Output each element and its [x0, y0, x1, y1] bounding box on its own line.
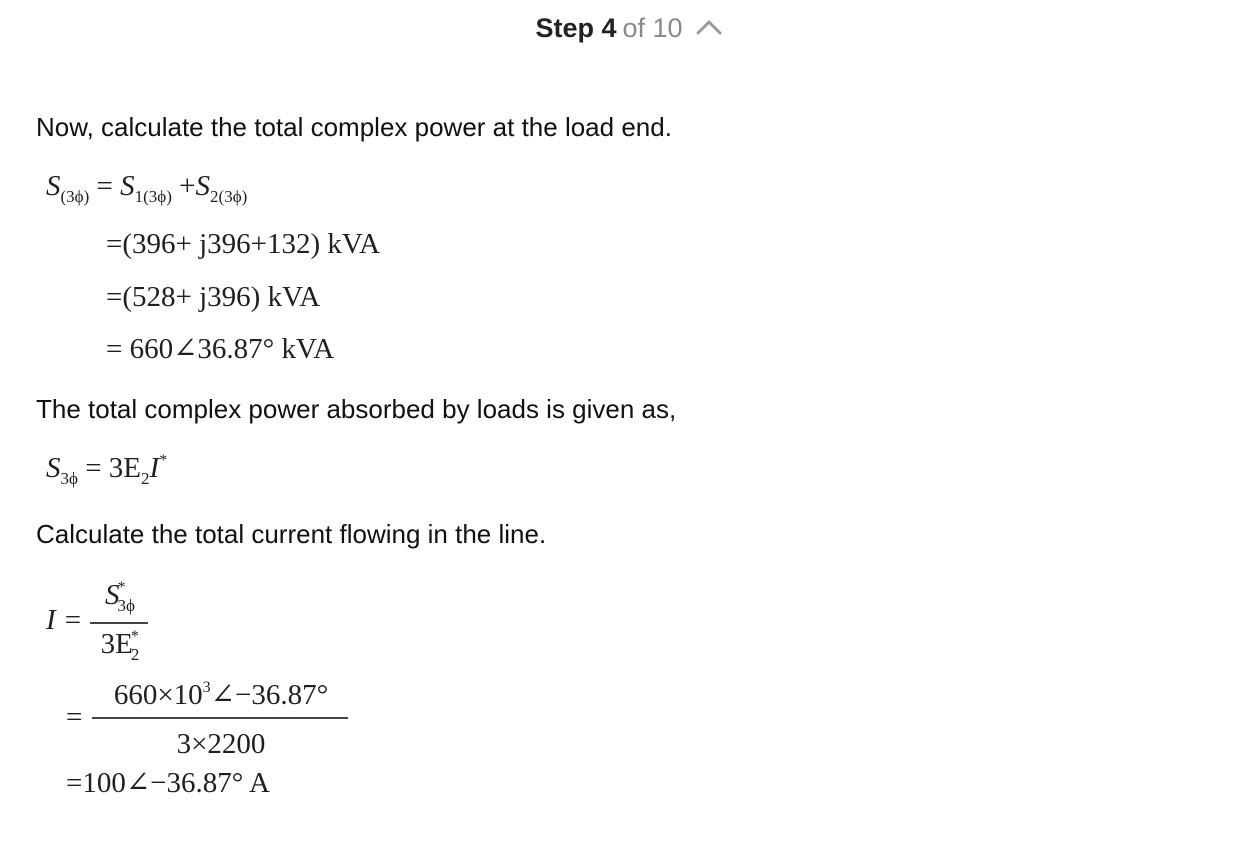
equation-1-line-4: = 660∠36.87° kVA [106, 333, 335, 365]
step-label: Step 4 [535, 13, 617, 43]
equation-1-line-1: $S_{(3\phi)} = S_{1(3\phi)} +S_{2(3\phi)}$ [46, 170, 248, 206]
chevron-up-icon[interactable] [695, 9, 723, 45]
fraction-bar [92, 717, 348, 719]
numeric-fraction-denominator: 3×2200 [176, 728, 266, 760]
equation-3phase-power: $S_{3\phi} = 3E_2I^*$ [46, 452, 168, 488]
fraction-bar [90, 622, 148, 624]
paragraph-complex-power-absorbed: The total complex power absorbed by loads is given as, [36, 394, 677, 424]
numeric-fraction-numerator: $660\times 10^3\angle-36.87^\circ$ [113, 679, 329, 711]
current-lhs: I = [46, 604, 83, 636]
step-header [0, 10, 1258, 46]
equals-sign: = [66, 701, 83, 733]
current-result: =100∠−36.87° A [66, 767, 270, 799]
equation-1-line-2: =(396+ j396+132) kVA [106, 228, 381, 260]
equation-1-line-3: =(528+ j396) kVA [106, 281, 321, 313]
paragraph-total-current: Calculate the total current flowing in the line. [36, 519, 547, 549]
paragraph-total-complex-power: Now, calculate the total complex power at the load end. [36, 112, 672, 142]
current-fraction-denominator: $3E^*_2$ [100, 628, 140, 664]
current-fraction-numerator: $S^*_{3\phi}$ [105, 579, 135, 615]
step-total: of 10 [622, 13, 683, 43]
